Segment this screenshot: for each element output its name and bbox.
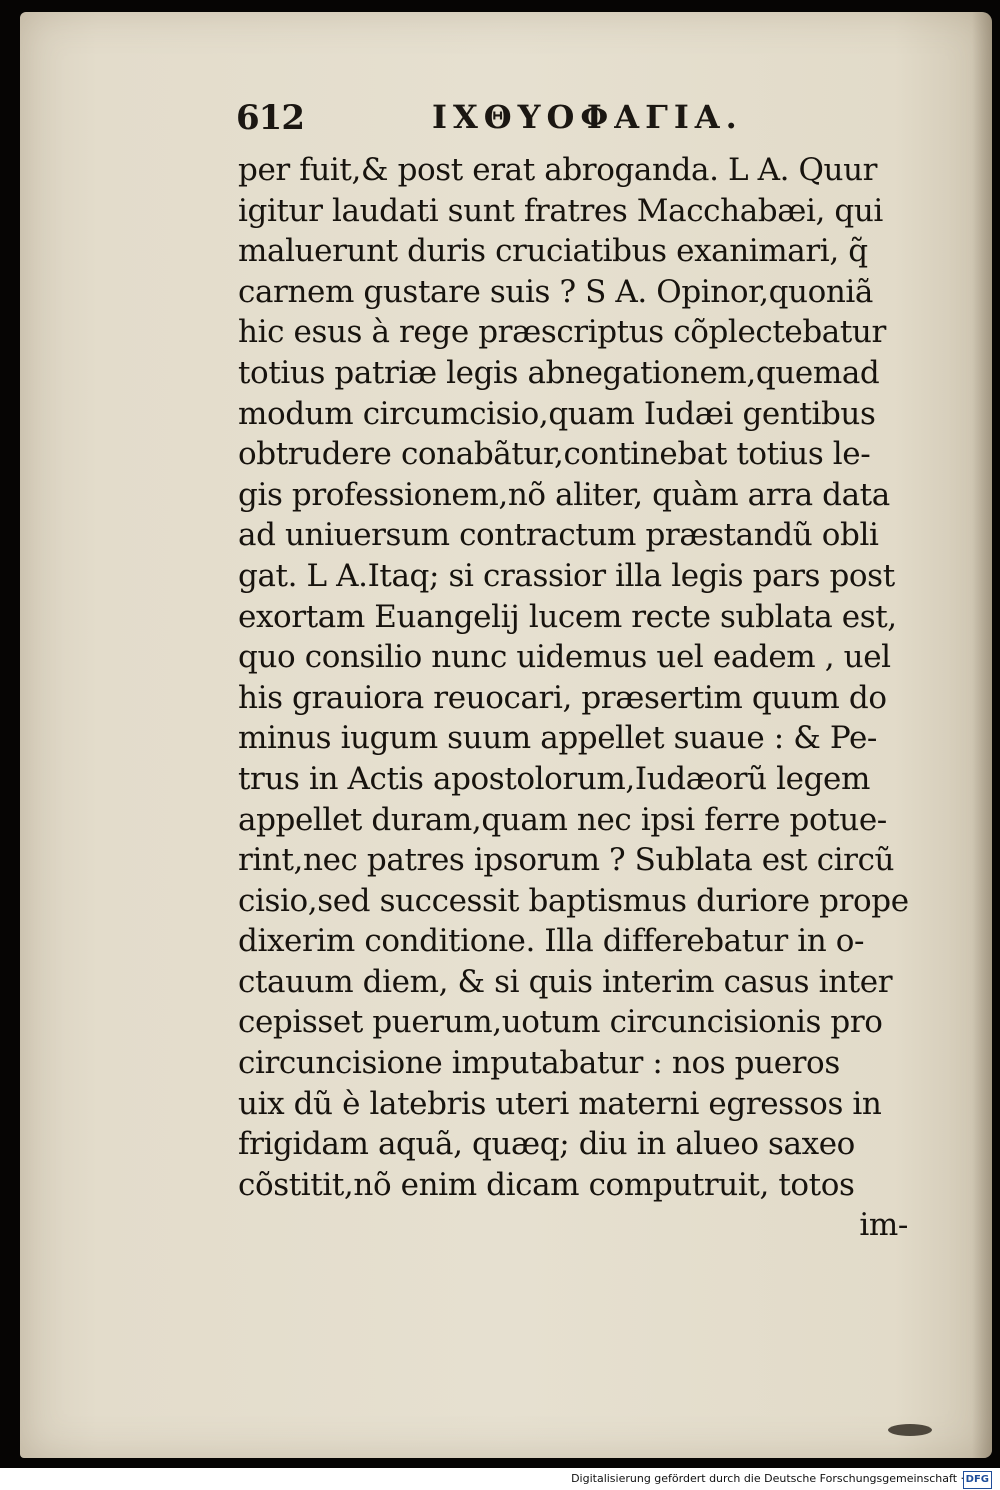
text-line: minus iugum suum appellet suaue : & Pe- (238, 720, 877, 757)
text-line: trus in Actis apostolorum,Iudæorũ legem (238, 760, 870, 797)
text-line: his grauiora reuocari, præsertim quum do (238, 679, 887, 716)
page-number: 612 (236, 98, 304, 138)
page-header (236, 98, 743, 158)
running-title: ΙΧΘΥΟΦΑΓΙΑ. (432, 98, 743, 136)
catchword: im- (859, 1207, 908, 1244)
page-stain (888, 1424, 932, 1436)
dfg-logo-icon: DFG (963, 1471, 992, 1489)
text-line: totius patriæ legis abnegationem,quemad (238, 354, 880, 391)
text-line: hic esus à rege præscriptus cõplectebatur (238, 314, 886, 351)
text-line: gat. L A.Itaq; si crassior illa legis pars post (238, 557, 895, 594)
text-line: rint,nec patres ipsorum ? Sublata est circũ (238, 842, 895, 879)
text-line: modum circumcisio,quam Iudæi gentibus (238, 395, 876, 432)
text-line: carnem gustare suis ? S A. Opinor,quoniã (238, 273, 874, 310)
text-line: gis professionem,nõ aliter, quàm arra data (238, 476, 890, 513)
text-line: frigidam aquã, quæq; diu in alueo saxeo (238, 1126, 855, 1163)
text-line: ctauum diem, & si quis interim casus inter (238, 963, 893, 1000)
text-line: cõstitit,nõ enim dicam computruit, totos (238, 1166, 855, 1203)
text-line: cisio,sed successit baptismus duriore prope (238, 882, 909, 919)
text-line: appellet duram,quam nec ipsi ferre potue- (238, 801, 887, 838)
text-block (238, 150, 914, 1246)
text-line: quo consilio nunc uidemus uel eadem , uel (238, 639, 891, 676)
funding-credit: Digitalisierung gefördert durch die Deutsche Forschungsgemeinschaft · (571, 1472, 964, 1485)
text-line: maluerunt duris cruciatibus exanimari, q̃ (238, 233, 868, 270)
text-line: exortam Euangelij lucem recte sublata est, (238, 598, 897, 635)
text-line: per fuit,& post erat abroganda. L A. Quur (238, 152, 878, 188)
text-line: circuncisione imputabatur : nos pueros (238, 1045, 840, 1082)
text-line: uix dũ è latebris uteri materni egressos in (238, 1085, 882, 1122)
text-line: dixerim conditione. Illa differebatur in o- (238, 923, 865, 960)
text-line: obtrudere conabãtur,continebat totius le- (238, 436, 871, 473)
footer-bar (0, 1468, 1000, 1490)
text-line: ad uniuersum contractum præstandũ obli (238, 517, 879, 554)
text-line: igitur laudati sunt fratres Macchabæi, qui (238, 192, 883, 229)
text-line: cepisset puerum,uotum circuncisionis pro (238, 1004, 883, 1041)
